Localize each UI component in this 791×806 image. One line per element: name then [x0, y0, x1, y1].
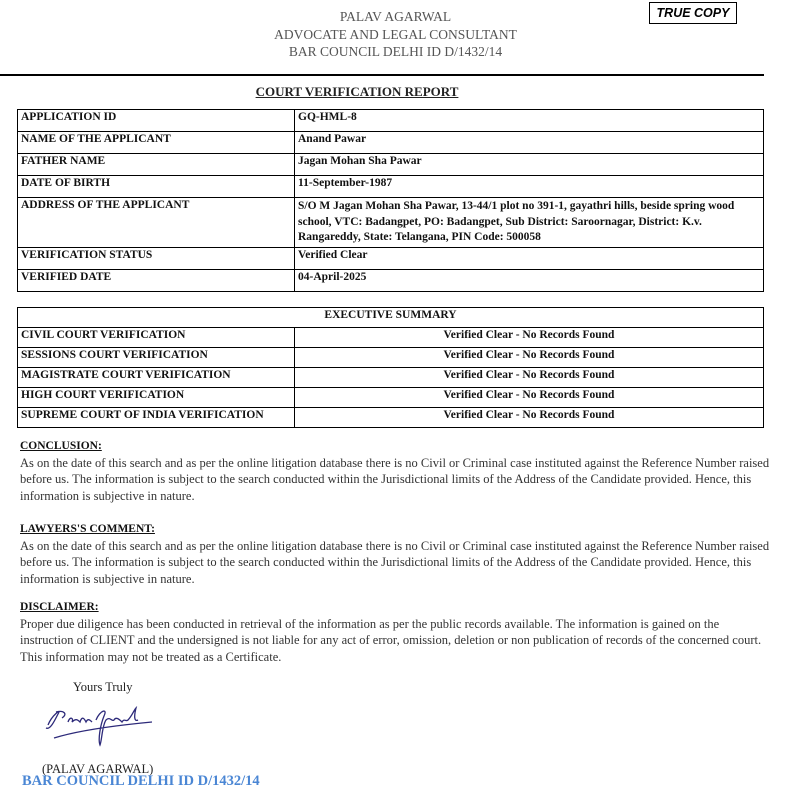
- header-name: PALAV AGARWAL: [339, 9, 452, 24]
- comment-text: As on the date of this search and as per the online litigation database there is no Civil or Criminal case instituted against the Reference Number raised before us. The information is subject to the search conducted within the Jurisdictional limits of the Address of the Candidate provided. Hence, this information is subjective in nature.: [20, 538, 770, 586]
- details-row: [18, 132, 764, 154]
- summary-label: MAGISTRATE COURT VERIFICATION: [18, 368, 295, 388]
- summary-row: [18, 368, 764, 388]
- summary-row: [18, 408, 764, 428]
- header-divider: [0, 74, 764, 76]
- details-value: GQ-HML-8: [295, 110, 764, 132]
- details-label: APPLICATION ID: [18, 110, 295, 132]
- disclaimer-heading: DISCLAIMER:: [20, 601, 99, 613]
- details-row: [18, 247, 764, 269]
- signatory-name: (PALAV AGARWAL): [42, 762, 154, 776]
- conclusion-text: As on the date of this search and as per the online litigation database there is no Civil or Criminal case instituted against the Reference Number raised before us. The information is subject to the search conducted within the Jurisdictional limits of the Address of the Candidate provided. Hence, this information is subjective in nature.: [20, 455, 770, 503]
- details-label: ADDRESS OF THE APPLICANT: [18, 198, 295, 248]
- comment-heading: LAWYERS'S COMMENT:: [20, 523, 155, 535]
- details-label: VERIFICATION STATUS: [18, 247, 295, 269]
- header-bar-id: BAR COUNCIL DELHI ID D/1432/14: [288, 44, 503, 59]
- details-label: DATE OF BIRTH: [18, 176, 295, 198]
- details-value: S/O M Jagan Mohan Sha Pawar, 13-44/1 plot no 391-1, gayathri hills, beside spring wood school, VTC: Badangpet, PO: Badangpet, Sub District: Saroornagar, District: K.v. Rangareddy, State: Telangana, PIN Code: 500058: [295, 198, 764, 248]
- summary-label: CIVIL COURT VERIFICATION: [18, 328, 295, 348]
- summary-value: Verified Clear - No Records Found: [295, 348, 764, 368]
- conclusion-heading: CONCLUSION:: [20, 440, 102, 452]
- details-row: [18, 154, 764, 176]
- summary-value: Verified Clear - No Records Found: [295, 408, 764, 428]
- summary-label: HIGH COURT VERIFICATION: [18, 388, 295, 408]
- summary-heading: EXECUTIVE SUMMARY: [18, 308, 764, 328]
- summary-row: [18, 348, 764, 368]
- details-row: [18, 176, 764, 198]
- summary-value: Verified Clear - No Records Found: [295, 328, 764, 348]
- details-row: [18, 269, 764, 291]
- details-row: [18, 110, 764, 132]
- summary-value: Verified Clear - No Records Found: [295, 368, 764, 388]
- disclaimer-section: [20, 599, 770, 665]
- signature-image: [40, 700, 160, 755]
- details-label: FATHER NAME: [18, 154, 295, 176]
- conclusion-section: [20, 438, 770, 504]
- report-title: COURT VERIFICATION REPORT: [255, 84, 459, 99]
- header-role: ADVOCATE AND LEGAL CONSULTANT: [274, 27, 517, 42]
- details-value: Verified Clear: [295, 247, 764, 269]
- summary-label: SUPREME COURT OF INDIA VERIFICATION: [18, 408, 295, 428]
- applicant-details-table: [17, 109, 764, 292]
- summary-header-row: [18, 308, 764, 328]
- details-value: 11-September-1987: [295, 176, 764, 198]
- summary-label: SESSIONS COURT VERIFICATION: [18, 348, 295, 368]
- summary-row: [18, 388, 764, 408]
- closing: Yours Truly: [73, 680, 133, 694]
- signatory-bar-id: BAR COUNCIL DELHI ID D/1432/14: [22, 773, 260, 789]
- summary-value: Verified Clear - No Records Found: [295, 388, 764, 408]
- disclaimer-text: Proper due diligence has been conducted in retrieval of the information as per the public records available. The information is gained on the instruction of CLIENT and the undersigned is not liable for any act of error, omission, deletion or non publication of records of the concerned court. This information may not be treated as a Certificate.: [20, 616, 762, 664]
- details-label: VERIFIED DATE: [18, 269, 295, 291]
- comment-section: [20, 521, 770, 587]
- true-copy-stamp: TRUE COPY: [649, 2, 737, 24]
- details-value: Jagan Mohan Sha Pawar: [295, 154, 764, 176]
- details-value: 04-April-2025: [295, 269, 764, 291]
- details-label: NAME OF THE APPLICANT: [18, 132, 295, 154]
- details-value: Anand Pawar: [295, 132, 764, 154]
- executive-summary-table: [17, 307, 764, 428]
- details-row: [18, 198, 764, 248]
- summary-row: [18, 328, 764, 348]
